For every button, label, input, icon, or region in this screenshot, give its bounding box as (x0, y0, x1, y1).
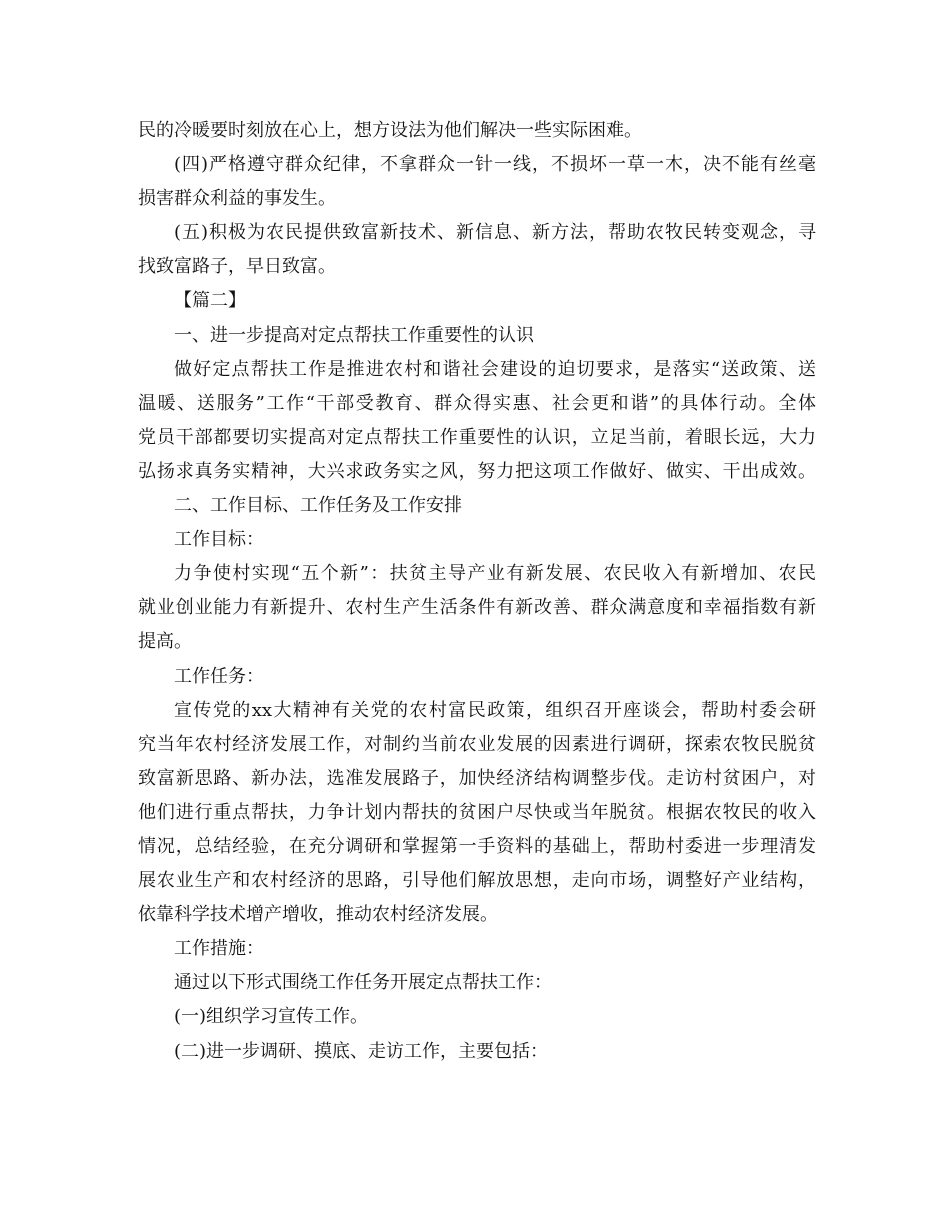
text-line: 他们进行重点帮扶，力争计划内帮扶的贫困户尽快或当年脱贫。根据农牧民的收入 (138, 801, 816, 823)
text-line: 找致富路子，早日致富。 (138, 256, 336, 278)
text-line: 依靠科学技术增产增收，推动农村经济发展。 (138, 904, 498, 926)
text-line: 展农业生产和农村经济的思路，引导他们解放思想，走向市场，调整好产业结构， (138, 870, 816, 892)
text-line: 究当年农村经济发展工作，对制约当前农业发展的因素进行调研，探索农牧民脱贫 (138, 733, 816, 755)
text-line: (一)组织学习宣传工作。 (174, 1006, 369, 1028)
text-line: (四)严格遵守群众纪律，不拿群众一针一线，不损坏一草一木，决不能有丝毫 (174, 154, 816, 176)
text-line: 工作任务： (174, 665, 264, 687)
text-line: 温暖、送服务”工作“干部受教育、群众得实惠、社会更和谐”的具体行动。全体 (138, 392, 816, 414)
text-line: 提高。 (138, 631, 192, 653)
text-line: 宣传党的xx大精神有关党的农村富民政策，组织召开座谈会，帮助村委会研 (174, 699, 816, 721)
text-line: 情况，总结经验，在充分调研和掌握第一手资料的基础上，帮助村委进一步理清发 (138, 835, 816, 857)
text-line: 力争使村实现“五个新”：扶贫主导产业有新发展、农民收入有新增加、农民 (174, 563, 816, 585)
text-line: 弘扬求真务实精神，大兴求政务实之风，努力把这项工作做好、做实、干出成效。 (138, 460, 816, 482)
text-line: 【篇二】 (174, 290, 246, 312)
text-line: (二)进一步调研、摸底、走访工作，主要包括： (174, 1040, 549, 1062)
text-line: 就业创业能力有新提升、农村生产生活条件有新改善、群众满意度和幸福指数有新 (138, 597, 816, 619)
text-line: 民的冷暖要时刻放在心上，想方设法为他们解决一些实际困难。 (138, 120, 642, 141)
text-line: 一、进一步提高对定点帮扶工作重要性的认识 (174, 324, 534, 346)
text-line: 工作目标： (174, 529, 264, 551)
text-line: 工作措施： (174, 938, 264, 960)
document-body (138, 114, 816, 1069)
text-line: 党员干部都要切实提高对定点帮扶工作重要性的认识，立足当前，着眼长远，大力 (138, 426, 816, 448)
text-line: 做好定点帮扶工作是推进农村和谐社会建设的迫切要求，是落实“送政策、送 (174, 358, 816, 380)
text-line: 致富新思路、新办法，选准发展路子，加快经济结构调整步伐。走访村贫困户，对 (138, 767, 816, 789)
text-line: 二、工作目标、工作任务及工作安排 (174, 495, 462, 517)
text-line: (五)积极为农民提供致富新技术、新信息、新方法，帮助农牧民转变观念，寻 (174, 222, 816, 244)
text-line: 通过以下形式围绕工作任务开展定点帮扶工作： (174, 972, 552, 994)
text-line: 损害群众利益的事发生。 (138, 188, 336, 210)
